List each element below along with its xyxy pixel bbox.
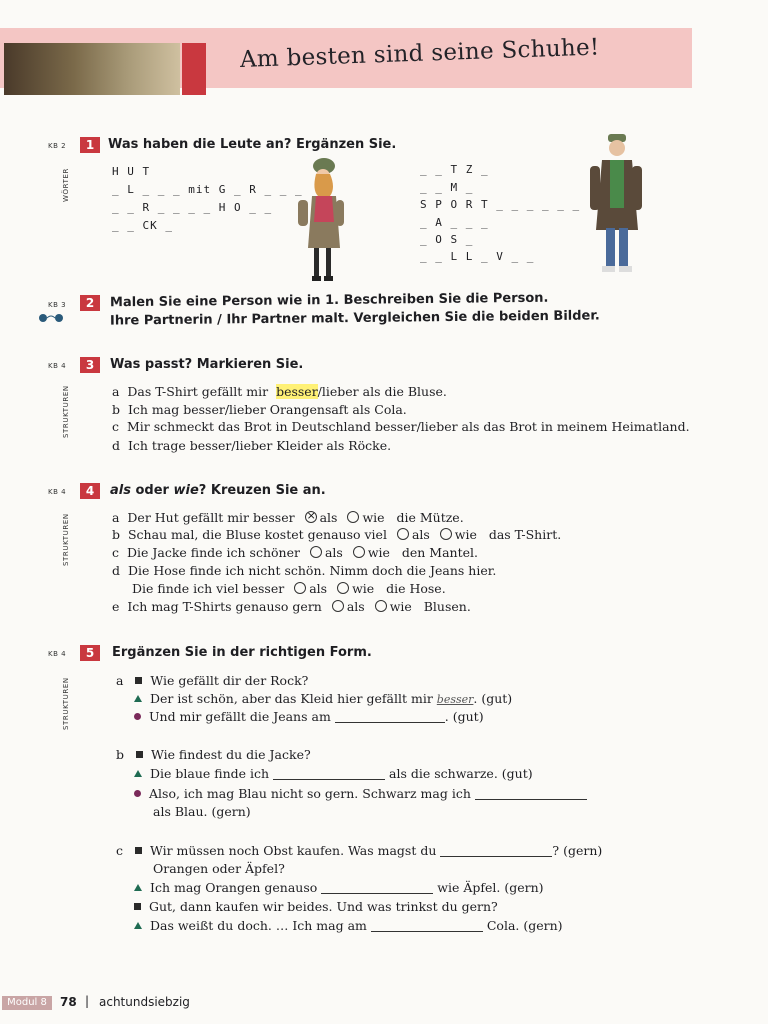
exercise-number: 3 [80, 357, 100, 373]
radio-als-checked[interactable] [305, 511, 317, 523]
triangle-bullet-icon [134, 922, 142, 929]
radio-als[interactable] [397, 528, 409, 540]
partner-icon [38, 313, 64, 323]
side-label: STRUKTUREN [62, 513, 70, 566]
exercise-item: b Ich mag besser/lieber Orangensaft als Cola. [112, 402, 407, 417]
kb-ref: KB 4 [48, 362, 67, 370]
radio-als[interactable] [310, 546, 322, 558]
dialogue-line: Und mir gefällt die Jeans am . (gut) [134, 709, 484, 725]
radio-als[interactable] [332, 600, 344, 612]
circle-bullet-icon [134, 713, 141, 720]
radio-wie[interactable] [353, 546, 365, 558]
exercise-item: a Das T-Shirt gefällt mir besser/lieber als die Bluse. [112, 384, 447, 399]
word-puzzle: _ A _ _ _ [420, 216, 489, 229]
page-number-word: achtundsiebzig [99, 995, 190, 1009]
side-label: WÖRTER [62, 168, 70, 202]
dialogue-line: c Wir müssen noch Obst kaufen. Was magst du ? (gern) [116, 843, 603, 858]
word-puzzle: S P O R T _ _ _ _ _ _ [420, 198, 581, 211]
dialogue-line: Orangen oder Äpfel? [153, 861, 285, 876]
dialogue-line: a Wie gefällt dir der Rock? [116, 673, 309, 688]
dialogue-line: Gut, dann kaufen wir beides. Und was trinkst du gern? [134, 899, 498, 915]
page-number: 78 [60, 995, 77, 1009]
exercise-item: e Ich mag T-Shirts genauso gern als wie Blusen. [112, 599, 471, 614]
dialogue-line: Die blaue finde ich als die schwarze. (gut) [134, 766, 533, 782]
dialogue-line: Das weißt du doch. … Ich mag am Cola. (gern) [134, 918, 563, 934]
dialogue-line: Der ist schön, aber das Kleid hier gefällt mir besser. (gut) [134, 691, 512, 708]
radio-wie[interactable] [440, 528, 452, 540]
header-photo [4, 43, 180, 95]
word-puzzle: _ _ M _ [420, 181, 474, 194]
answer-blank[interactable] [371, 919, 483, 932]
triangle-bullet-icon [134, 884, 142, 891]
exercise-heading: Malen Sie eine Person wie in 1. Beschreiben Sie die Person. [109, 290, 549, 311]
circle-bullet-icon [134, 790, 141, 797]
exercise-heading: Ihre Partnerin / Ihr Partner malt. Vergleichen Sie die beiden Bilder. [109, 308, 600, 329]
exercise-heading: als oder wie? Kreuzen Sie an. [110, 483, 326, 498]
word-puzzle: _ O S _ [420, 233, 474, 246]
word-puzzle: _ L _ _ _ mit G _ R _ _ _ [112, 183, 303, 196]
side-label: STRUKTUREN [62, 385, 70, 438]
word-puzzle: _ _ CK _ [112, 219, 173, 232]
square-bullet-icon [135, 847, 142, 854]
dialogue-line: als Blau. (gern) [153, 804, 251, 819]
exercise-number: 5 [80, 645, 100, 661]
triangle-bullet-icon [134, 695, 142, 702]
exercise-item: d Ich trage besser/lieber Kleider als Röcke. [112, 438, 392, 453]
exercise-item: c Die Jacke finde ich schöner als wie den Mantel. [112, 545, 478, 560]
square-bullet-icon [134, 903, 141, 910]
exercise-number: 1 [80, 137, 100, 153]
exercise-item: a Der Hut gefällt mir besser × als wie die Mütze. [112, 510, 464, 526]
radio-wie[interactable] [337, 582, 349, 594]
exercise-item: c Mir schmeckt das Brot in Deutschland besser/lieber als das Brot in meinem Heimatland. [112, 419, 690, 434]
answer-blank[interactable] [273, 767, 385, 780]
header-accent-bar [182, 43, 206, 95]
exercise-heading: Was passt? Markieren Sie. [110, 357, 304, 372]
exercise-item: d Die Hose finde ich nicht schön. Nimm doch die Jeans hier. [112, 563, 497, 578]
answer-blank[interactable] [321, 881, 433, 894]
word-puzzle: _ _ L L _ V _ _ [420, 250, 535, 263]
dialogue-line: Ich mag Orangen genauso wie Äpfel. (gern) [134, 880, 544, 896]
kb-ref: KB 2 [48, 142, 67, 150]
word-puzzle: _ _ R _ _ _ _ H O _ _ [112, 201, 273, 214]
exercise-heading: Ergänzen Sie in der richtigen Form. [112, 645, 372, 660]
handwritten-answer: besser [436, 693, 474, 706]
woman-illustration [290, 156, 354, 284]
word-puzzle: _ _ T Z _ [420, 163, 489, 176]
answer-blank[interactable] [335, 710, 445, 723]
man-illustration [588, 132, 644, 274]
square-bullet-icon [135, 677, 142, 684]
exercise-number: 2 [80, 295, 100, 311]
highlighted-answer: besser [276, 384, 318, 399]
triangle-bullet-icon [134, 770, 142, 777]
footer-separator: | [85, 994, 90, 1008]
kb-ref: KB 3 [48, 301, 67, 309]
kb-ref: KB 4 [48, 650, 67, 658]
module-badge: Modul 8 [2, 996, 52, 1010]
radio-wie[interactable] [375, 600, 387, 612]
exercise-item: b Schau mal, die Bluse kostet genauso viel als wie das T-Shirt. [112, 527, 562, 542]
page-title: Am besten sind seine Schuhe! [239, 34, 600, 73]
radio-als[interactable] [294, 582, 306, 594]
answer-blank[interactable] [475, 787, 587, 800]
exercise-number: 4 [80, 483, 100, 499]
answer-blank[interactable] [440, 844, 552, 857]
word-puzzle: H U T [112, 165, 151, 178]
radio-wie[interactable] [347, 511, 359, 523]
side-label: STRUKTUREN [62, 677, 70, 730]
exercise-heading: Was haben die Leute an? Ergänzen Sie. [108, 137, 397, 152]
dialogue-line: b Wie findest du die Jacke? [116, 747, 311, 762]
dialogue-line: Also, ich mag Blau nicht so gern. Schwarz mag ich [134, 786, 587, 802]
exercise-item: Die finde ich viel besser als wie die Hose. [132, 581, 446, 596]
kb-ref: KB 4 [48, 488, 67, 496]
square-bullet-icon [136, 751, 143, 758]
